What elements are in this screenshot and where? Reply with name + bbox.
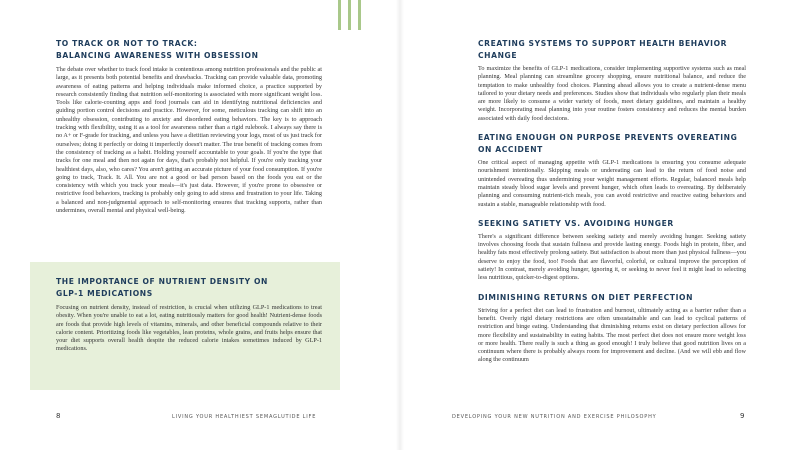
- section-body: The debate over whether to track food intake is contentious among nutrition professionals and the public at large, as it presents both potential benefits and drawbacks. Tracking can provide valuable data, promoting awareness of eating patterns and helping individuals make informed choice, a practice supported by research consistently finding that nutrition self-monitoring is associated with more significant weight loss. Tools like calorie-counting apps and food journals can aid in identifying nutritional deficiencies and guiding portion control decisions and practice. However, for some, meticulous tracking can shift into an unhealthy obsession, contributing to anxiety and disordered eating behaviors. The key is to approach tracking with flexibility, using it as a tool for awareness rather than a rigid rulebook. I always say there is no A+ or F-grade for tracking, and unless you have a dietitian reviewing your logs, most of us just track for ourselves; doing it perfectly or doing it imperfectly doesn't matter. The true benefit of tracking comes from the consistency of tracking as a habit. Holding yourself accountable to your goals. If you're the type that tracks for one meal and then not again for days, that's probably not helpful. If you're only tracking your healthiest days, also, who cares? You aren't getting an accurate picture of your food consumption. If you're going to track, Track. It. All. You are not a good or bad person based on the foods you eat or the consistency with which you track your meals—it's just data. However, if you're prone to obsessive or restrictive food behaviors, tracking is probably only going to add stress and frustration to your life. Taking a balanced and non-judgmental approach to self-monitoring ensures that tracking supports, rather than undermines, overall mental and physical well-being.: [56, 66, 322, 215]
- accent-bar: [358, 0, 361, 30]
- sidebar-heading-line2: GLP-1 MEDICATIONS: [56, 289, 153, 298]
- page-number-right: 9: [740, 412, 745, 420]
- sidebar-heading-line1: THE IMPORTANCE OF NUTRIENT DENSITY ON: [56, 277, 269, 286]
- book-gutter: [396, 0, 404, 450]
- section-heading: CREATING SYSTEMS TO SUPPORT HEALTH BEHAVIOR CHANGE: [478, 39, 728, 60]
- running-footer-left: LIVING YOUR HEALTHIEST SEMAGLUTIDE LIFE: [172, 414, 317, 420]
- section-heading: EATING ENOUGH ON PURPOSE PREVENTS OVEREATING: [478, 133, 738, 143]
- section-body: One critical aspect of managing appetite with GLP-1 medications is ensuring you consume adequate nourishment intentionally. Skipping meals or undereating can lead to the return of food noise and unintended overeating thus undermining your weight management efforts. Regular, balanced meals help maintain steady blood sugar levels and prevent hunger, which often leads to overeating. By deliberately planning and consuming nutrient-rich meals, you can avoid restrictive and reactive eating behaviors and sustain a stable, manageable relationship with food.: [478, 159, 746, 208]
- right-column: [478, 38, 746, 374]
- section-systems: [478, 38, 746, 123]
- running-footer-right: DEVELOPING YOUR NEW NUTRITION AND EXERCISE PHILOSOPHY: [452, 414, 657, 420]
- sidebar-box: [30, 262, 340, 390]
- section-satiety: [478, 218, 746, 283]
- section-heading: SEEKING SATIETY VS. AVOIDING HUNGER: [478, 218, 674, 228]
- sidebar-content: [56, 276, 322, 354]
- right-page: [400, 0, 800, 450]
- accent-bar: [348, 0, 351, 30]
- accent-bar: [338, 0, 341, 30]
- section-heading-line2: ON ACCIDENT: [478, 145, 543, 155]
- section-heading-line1: TO TRACK OR NOT TO TRACK:: [56, 39, 198, 48]
- section-tracking: [56, 38, 322, 215]
- page-number-left: 8: [56, 412, 61, 420]
- section-perfection: [478, 292, 746, 365]
- sidebar-body: Focusing on nutrient density, instead of restriction, is crucial when utilizing GLP-1 medications to treat obesity. When you're unable to eat a lot, eating nutritiously matters for good health! Nutrient-dense foods are foods that provide high levels of vitamins, minerals, and other beneficial compounds relative to their calorie content. Prioritizing foods like vegetables, lean proteins, whole grains, and fruits helps ensure that your diet supports overall health despite the reduced calorie intakes sometimes induced by GLP-1 medications.: [56, 304, 322, 353]
- section-body: There's a significant difference between seeking satiety and merely avoiding hunger. Seeking satiety involves choosing foods that sustain fullness and provide lasting energy. Foods high in protein, fiber, and healthy fats most effectively prolong satiety. But satisfaction is about more than just physical fullness—you deserve to enjoy the food, too! Foods that are flavorful, colorful, or cultural improve the perception of satiety! In contrast, merely avoiding hunger, ignoring it, or seeking to never feel it might lead to selecting less nutritious, quicker-to-digest options.: [478, 232, 746, 282]
- section-body: Striving for a perfect diet can lead to frustration and burnout, ultimately acting as a barrier rather than a benefit. Overly rigid dietary restrictions are often unsustainable and can lead to cyclical patterns of restriction and binge eating. Understanding that diminishing returns exist on dietary perfection allows for more flexibility and sustainability in eating habits. The most perfect diet does not ensure more weight loss or more health. There really is such a thing as good enough! I truly believe that good nutrition lives on a continuum where there is probably always room for improvement and decline. (And we will ebb and flow along the continuum: [478, 306, 746, 364]
- section-heading: DIMINISHING RETURNS ON DIET PERFECTION: [478, 292, 694, 302]
- section-heading-line2: BALANCING AWARENESS WITH OBSESSION: [56, 51, 259, 60]
- decorative-bars: [338, 0, 362, 30]
- section-eating-enough: [478, 132, 746, 209]
- section-body: To maximize the benefits of GLP-1 medications, consider implementing supportive systems such as meal planning. Meal planning can streamline grocery shopping, ensure nutritional balance, and reduce the temptation to make unhealthy food choices. Planning ahead allows you to create a nutrient-dense menu tailored to your dietary needs and preferences. Studies show that individuals who regularly plan their meals are more likely to consume a wider variety of foods, meet dietary guidelines, and maintain a healthy weight. Incorporating meal planning into your routine fosters consistency and reduces the mental burden associated with daily food decisions.: [478, 65, 746, 122]
